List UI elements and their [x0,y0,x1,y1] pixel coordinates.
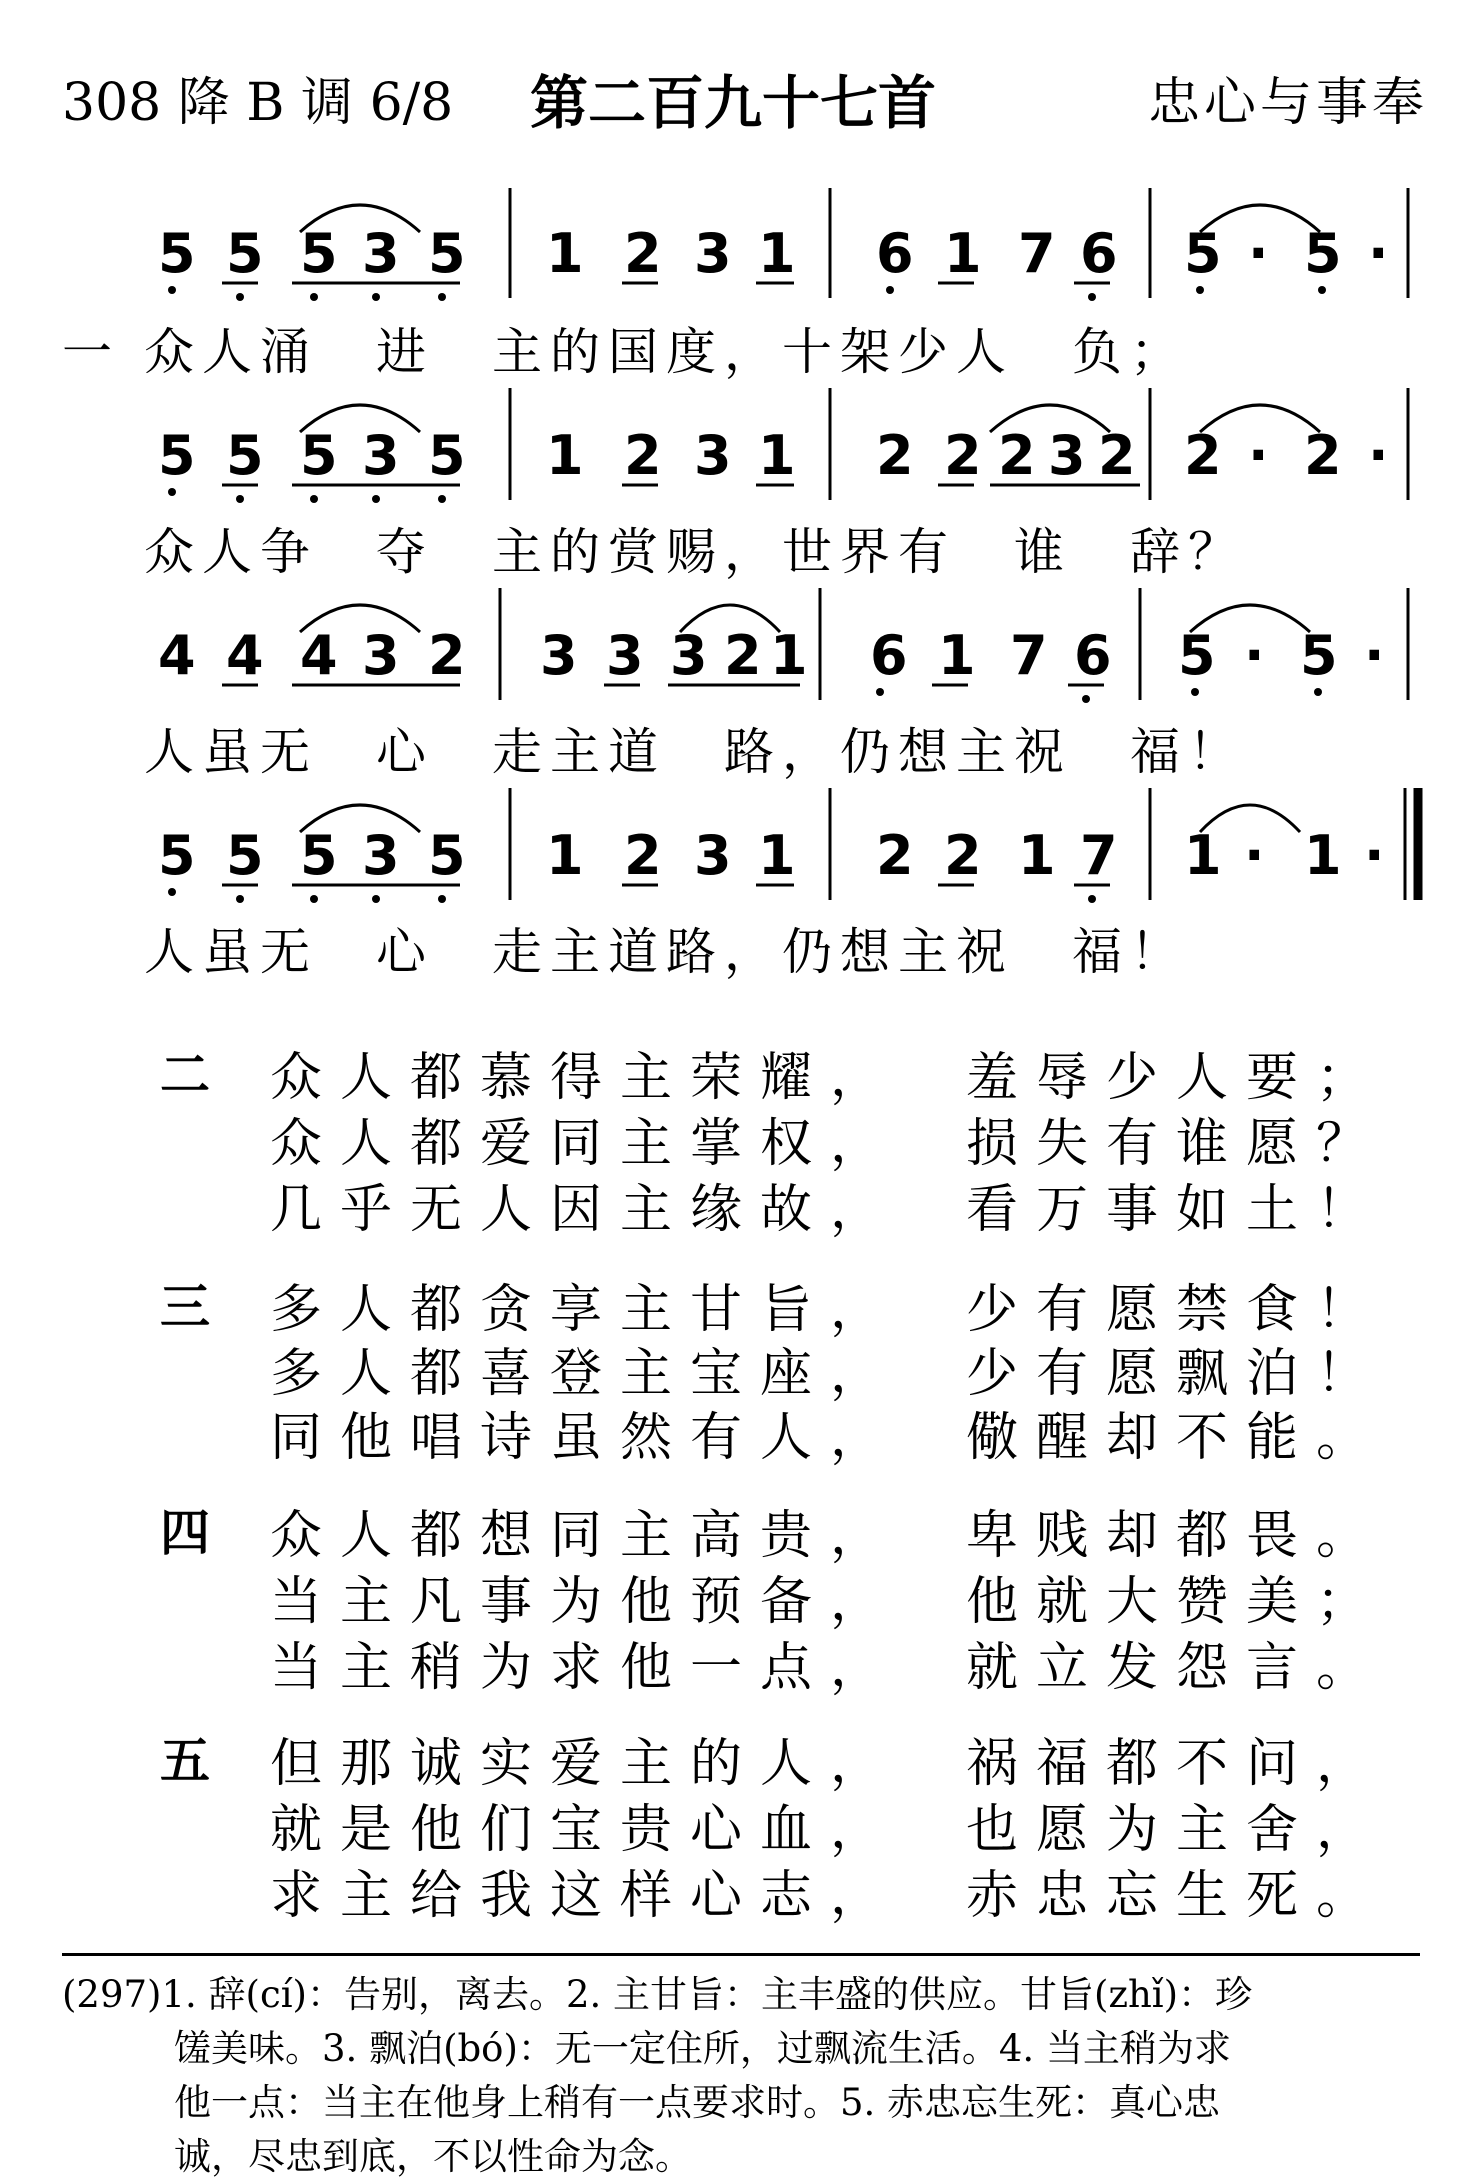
verse-line: 祸福都不问， [966,1734,1387,1794]
verse-line: 多人都喜登主宝座， [270,1344,901,1404]
verse-line: 也愿为主舍， [966,1800,1387,1860]
verse-label-1: 一 [62,323,114,381]
verse-line: 同他唱诗虽然有人， [270,1408,901,1468]
verse-line: 多人都贪享主甘旨， [270,1280,901,1340]
verse-line: 少有愿禁食！ [966,1280,1387,1340]
verse-line: 众人都想同主高贵， [270,1506,901,1566]
hymn-title: 第二百九十七首 [530,69,937,137]
verse-line: 少有愿飘泊！ [966,1344,1387,1404]
verse-line: 就是他们宝贵心血， [270,1800,901,1860]
lyrics-system-4: 人虽无 心 走主道路，仍想主祝 福！ [144,923,1188,981]
verse-line: 羞辱少人要； [966,1048,1387,1108]
verse-label: 三 [160,1277,210,1336]
lyrics-system-3: 人虽无 心 走主道 路，仍想主祝 福！ [144,723,1246,781]
verse-line: 求主给我这样心志， [270,1866,901,1926]
footnote-line: 诚，尽忠到底，不以性命为念。 [174,2135,692,2178]
verse-line: 儆醒却不能。 [966,1408,1387,1468]
verse-line: 他就大赞美； [966,1572,1387,1632]
verse-line: 就立发怨言。 [966,1638,1387,1698]
footnote [62,1968,1432,2184]
verse-line: 赤忠忘生死。 [966,1866,1387,1926]
hymn-number-key: 308 降 B 调 6/8 [62,73,454,133]
verse-label: 五 [160,1731,210,1790]
verse-line: 几乎无人因主缘故， [270,1180,901,1240]
verse-line: 看万事如土！ [966,1180,1387,1240]
verse-label: 二 [160,1045,210,1104]
footnote-line: 馐美味。3. 飘泊(bó)：无一定住所，过飘流生活。4. 当主稍为求 [174,2027,1231,2070]
verse-line: 众人都爱同主掌权， [270,1114,901,1174]
verse-line: 众人都慕得主荣耀， [270,1048,901,1108]
verse-line: 但那诚实爱主的人， [270,1734,901,1794]
verse-line: 当主凡事为他预备， [270,1572,901,1632]
footnote-line: 他一点：当主在他身上稍有一点要求时。5. 赤忠忘生死：真心忠 [174,2081,1221,2124]
verse-line: 卑贱却都畏。 [966,1506,1387,1566]
verse-line: 损失有谁愿？ [966,1114,1387,1174]
lyrics-system-2: 众人争 夺 主的赏赐，世界有 谁 辞？ [144,523,1246,581]
footnote-divider [62,1953,1420,1956]
verse-line: 当主稍为求他一点， [270,1638,901,1698]
footnote-line: (297)1. 辞(cí)：告别，离去。2. 主甘旨：主丰盛的供应。甘旨(zhǐ)：珍 [62,1973,1253,2016]
hymn-theme: 忠心与事奉 [1148,73,1429,133]
lyrics-system-1: 众人涌 进 主的国度，十架少人 负； [144,323,1188,381]
verse-label: 四 [160,1503,210,1562]
